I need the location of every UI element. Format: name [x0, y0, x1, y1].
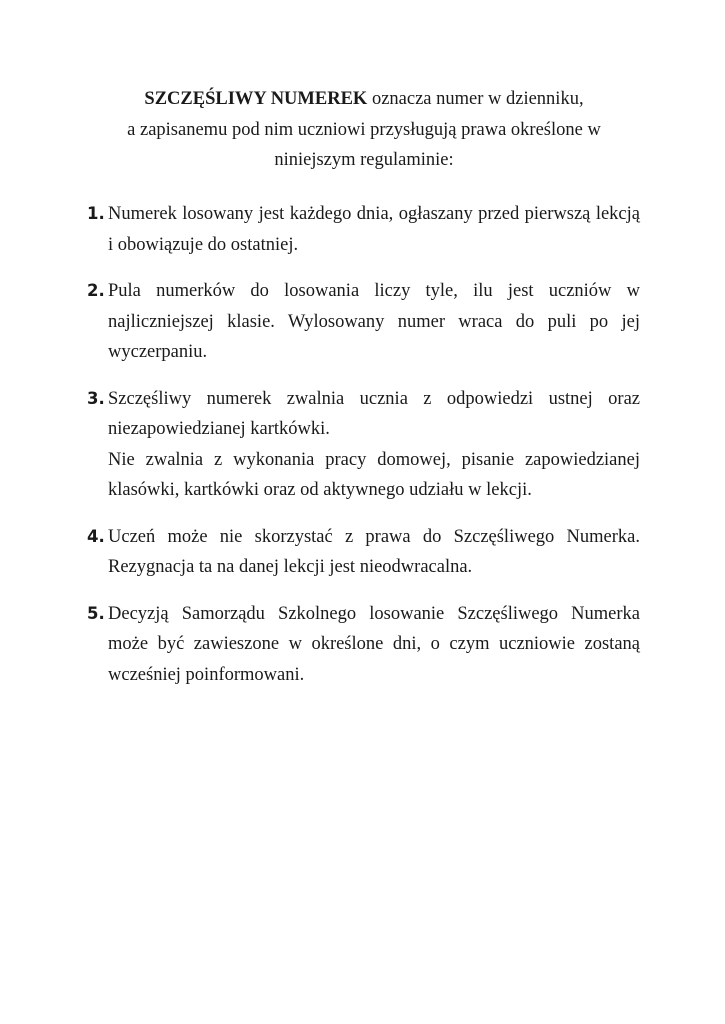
rule-item-1 — [84, 199, 640, 260]
rule-text: Pula numerków do losowania liczy tyle, ilu jest uczniów w najliczniejszej klasie. Wylosowany numer wraca do puli po jej wyczerpaniu. — [108, 281, 640, 362]
rule-number: 5. — [87, 603, 105, 623]
rule-text-continued: Nie zwalnia z wykonania pracy domowej, pisanie zapowiedzianej klasówki, kartkówki oraz od aktywnego udziału w lekcji. — [108, 449, 640, 500]
rule-number: 3. — [87, 388, 105, 408]
rule-text: Decyzją Samorządu Szkolnego losowanie Szczęśliwego Numerka może być zawieszone w określone dni, o czym uczniowie zostaną wcześniej poinformowani. — [108, 603, 640, 685]
rule-item-5 — [84, 599, 640, 691]
rule-text: Numerek losowany jest każdego dnia, ogłaszany przed pierwszą lekcją i obowiązuje do ostatniej. — [108, 204, 640, 255]
intro-line-2: a zapisanemu pod nim uczniowi przysługują prawa określone w — [127, 119, 601, 140]
rule-text: Uczeń może nie skorzystać z prawa do Szczęśliwego Numerka. Rezygnacja ta na danej lekcji jest nieodwracalna. — [108, 526, 640, 577]
rules-list — [84, 199, 640, 706]
intro-line-3: niniejszym regulaminie: — [274, 150, 454, 170]
intro-paragraph — [84, 84, 644, 176]
rule-item-2 — [84, 276, 640, 368]
intro-line-1-rest: oznacza numer w dzienniku, — [367, 89, 584, 109]
rule-item-3 — [84, 384, 640, 506]
rule-number: 2. — [87, 281, 105, 300]
rule-item-4 — [84, 522, 640, 583]
rule-text: Szczęśliwy numerek zwalnia ucznia z odpowiedzi ustnej oraz niezapowiedzianej kartkówki. — [108, 388, 640, 439]
intro-line-1 — [84, 84, 644, 115]
rule-number: 4. — [87, 526, 105, 546]
rule-number: 1. — [87, 204, 105, 223]
intro-bold-term: SZCZĘŚLIWY NUMEREK — [144, 89, 368, 109]
